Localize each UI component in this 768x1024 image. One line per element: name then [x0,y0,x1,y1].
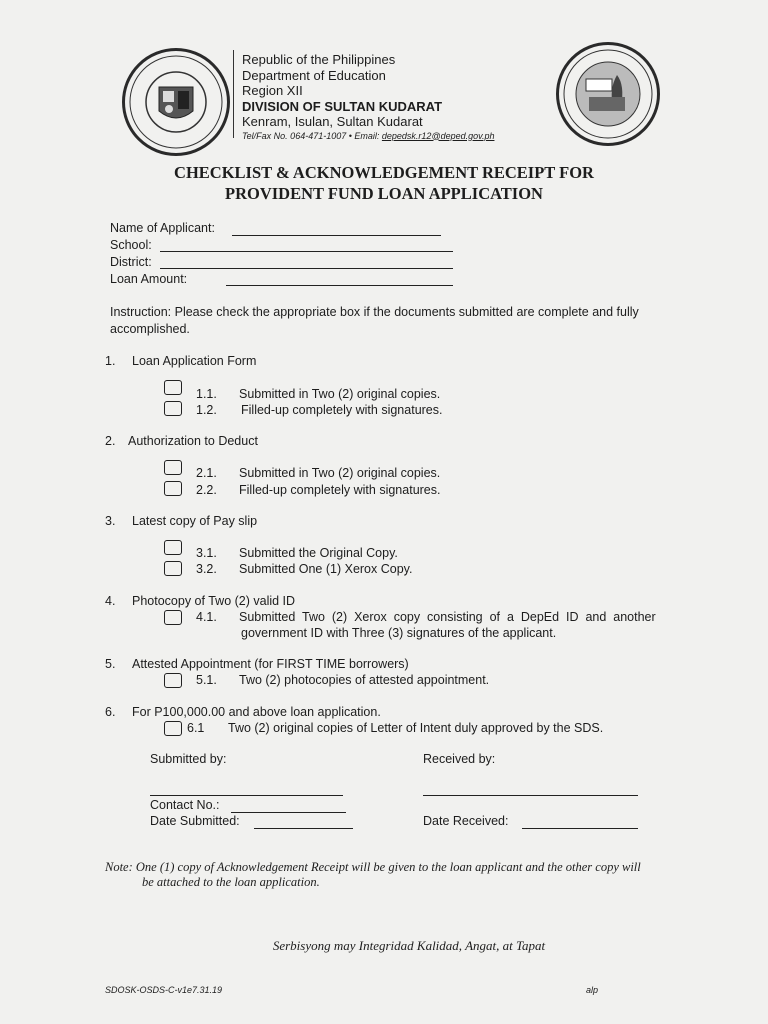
item-4-1-text-continued: government ID with Three (3) signatures of the applicant. [241,626,557,640]
received-by-signature-line[interactable] [423,795,638,796]
instruction [110,304,639,338]
form-title [0,162,768,204]
date-submitted-field[interactable] [254,828,353,829]
date-submitted-label: Date Submitted: [150,814,240,828]
section-5-number: 5. [105,657,116,671]
header-department: Department of Education [242,67,386,83]
submitted-by-label: Submitted by: [150,752,227,766]
checkbox-1-1[interactable] [164,380,182,395]
checkbox-3-1[interactable] [164,540,182,555]
checkbox-2-2[interactable] [164,481,182,496]
item-3-2-number: 3.2. [196,562,217,576]
date-received-label: Date Received: [423,814,509,828]
section-1-number: 1. [105,354,116,368]
instruction-line2: accomplished. [110,322,190,336]
item-2-2-text: Filled-up completely with signatures. [239,483,441,497]
section-4-number: 4. [105,594,116,608]
item-2-1-number: 2.1. [196,466,217,480]
checkbox-6-1[interactable] [164,721,182,736]
district-label: District: [110,255,152,269]
date-received-field[interactable] [522,828,638,829]
note-line2: be attached to the loan application. [142,875,320,889]
item-1-2-number: 1.2. [196,403,217,417]
loan-amount-label: Loan Amount: [110,272,188,286]
item-3-1-number: 3.1. [196,546,217,560]
submitted-by-signature-line[interactable] [150,795,343,796]
item-2-1-text: Submitted in Two (2) original copies. [239,466,441,480]
name-of-applicant-field[interactable] [232,235,441,236]
section-2-number: 2. [105,434,116,448]
section-6-title: For P100,000.00 and above loan application. [132,705,381,719]
form-title-line2: PROVIDENT FUND LOAN APPLICATION [225,184,543,203]
contact-no-field[interactable] [231,812,346,813]
form-title-line1: CHECKLIST & ACKNOWLEDGEMENT RECEIPT FOR [174,163,594,182]
note-line1: Note: One (1) copy of Acknowledgement Receipt will be given to the loan applicant and the other copy will [105,860,641,874]
school-label: School: [110,238,152,252]
header-divider [233,50,234,138]
school-field[interactable] [160,251,453,252]
item-5-1-number: 5.1. [196,673,217,687]
item-1-1-text: Submitted in Two (2) original copies. [239,387,441,401]
section-3-title: Latest copy of Pay slip [132,514,258,528]
item-5-1-text: Two (2) photocopies of attested appointment. [239,673,490,687]
district-field[interactable] [160,268,453,269]
checkbox-5-1[interactable] [164,673,182,688]
item-3-1-text: Submitted the Original Copy. [239,546,398,560]
footer-form-code: SDOSK-OSDS-C-v1e7.31.19 [105,985,223,995]
section-6-number: 6. [105,705,116,719]
motto: Serbisyong may Integridad Kalidad, Angat, at Tapat [272,938,546,953]
item-4-1-number: 4.1. [196,610,217,624]
section-3-number: 3. [105,514,116,528]
item-4-1-text: Submitted Two (2) Xerox copy consisting of a DepEd ID and another [239,610,656,624]
item-1-2-text: Filled-up completely with signatures. [241,403,443,417]
section-2-title: Authorization to Deduct [128,434,258,448]
instruction-line1: Instruction: Please check the appropriate box if the documents submitted are complete and fully [110,305,639,319]
checkbox-4-1[interactable] [164,610,182,625]
checkbox-3-2[interactable] [164,561,182,576]
header-email-link[interactable]: depedsk.r12@deped.gov.ph [381,130,495,141]
item-6-1-text: Two (2) original copies of Letter of Intent duly approved by the SDS. [228,721,604,735]
section-1-title: Loan Application Form [132,354,257,368]
section-4-title: Photocopy of Two (2) valid ID [132,594,296,608]
header-address: Kenram, Isulan, Sultan Kudarat [242,114,423,129]
header-region: Region XII [242,83,303,98]
header-text-block [242,52,494,142]
section-5-title: Attested Appointment (for FIRST TIME borrowers) [132,657,409,671]
item-3-2-text: Submitted One (1) Xerox Copy. [239,562,413,576]
name-of-applicant-label: Name of Applicant: [110,221,215,235]
checkbox-1-2[interactable] [164,401,182,416]
loan-amount-field[interactable] [226,285,453,286]
contact-no-label: Contact No.: [150,798,220,812]
item-6-1-number: 6.1 [187,721,205,735]
division-seal-logo [556,42,660,146]
item-2-2-number: 2.2. [196,483,217,497]
header-country: Republic of the Philippines [242,52,396,67]
header-contact-text: Tel/Fax No. 064-471-1007 • Email: [242,130,382,141]
checkbox-2-1[interactable] [164,460,182,475]
received-by-label: Received by: [423,752,496,766]
header-division: DIVISION OF SULTAN KUDARAT [242,98,443,114]
header-contact [242,130,494,142]
footer-initials: alp [586,985,599,995]
item-1-1-number: 1.1. [196,387,217,401]
deped-seal-logo [122,48,230,156]
note [105,860,641,890]
